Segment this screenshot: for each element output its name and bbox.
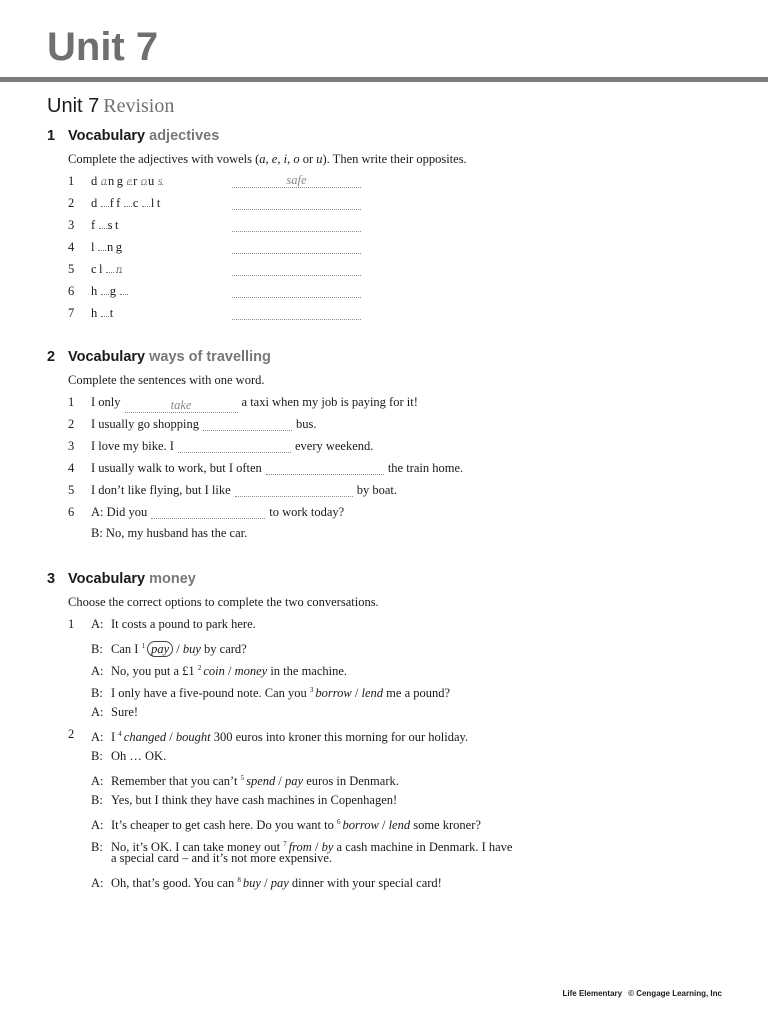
instruction-vowel: a — [259, 152, 266, 166]
sentence-start: I usually walk to work, but I often — [91, 461, 262, 475]
sentence — [91, 504, 344, 520]
instruction-text: ). Then write their opposites. — [322, 152, 467, 166]
section-number: 2 — [47, 349, 56, 365]
item-number: 2 — [68, 417, 75, 431]
footer — [563, 989, 723, 998]
option-b[interactable]: pay — [270, 876, 289, 890]
dialogue-text: euros in Denmark. — [306, 774, 399, 788]
header-rule — [0, 77, 768, 82]
item-number: 6 — [68, 284, 75, 298]
vowel-gap[interactable] — [142, 195, 150, 207]
footer-copyright: © Cengage Learning, Inc — [628, 989, 722, 998]
vowel-gap[interactable] — [140, 173, 147, 188]
gap-number: 3 — [309, 686, 314, 694]
instruction-text: , — [287, 152, 294, 166]
section-3-instruction: Choose the correct options to complete the two conversations. — [68, 595, 379, 609]
dialogue-text: dinner with your special card! — [291, 876, 442, 890]
sentence-end: bus. — [295, 417, 317, 431]
opposite-blank[interactable] — [232, 217, 361, 232]
speaker-label: B: — [91, 686, 103, 700]
revision-title — [47, 94, 174, 120]
gap-number: 1 — [141, 642, 146, 650]
vowel-gap[interactable] — [116, 261, 123, 276]
letters: f — [91, 218, 98, 232]
vowel-answer: o — [140, 174, 147, 188]
letters: ff — [109, 196, 123, 210]
vowel-gap[interactable] — [98, 239, 106, 251]
instruction-vowel: u — [316, 152, 323, 166]
vowel-gap[interactable] — [106, 261, 114, 273]
item-number: 1 — [68, 174, 75, 188]
section-number: 1 — [47, 128, 56, 144]
section-2-instruction: Complete the sentences with one word. — [68, 373, 265, 387]
section-topic: adjectives — [149, 128, 220, 144]
dialogue-continuation: a special card – and it’s not more expensive. — [111, 851, 333, 865]
instruction-vowel: o — [293, 152, 300, 166]
speaker-label: A: — [91, 617, 104, 631]
dialogue-text: a cash machine in Denmark. I have — [336, 840, 513, 854]
instruction-text: , — [265, 152, 272, 166]
unit-header: Unit 7 — [47, 25, 159, 69]
gap-number: 6 — [336, 818, 341, 826]
vowel-gap[interactable] — [100, 173, 107, 188]
speaker-label: A: — [91, 705, 104, 719]
option-a[interactable]: pay — [147, 641, 173, 657]
item-number: 5 — [68, 483, 75, 497]
dialogue-line: A: No, you put a £1 $^2$ coin / money in the machine. — [91, 664, 348, 678]
dialogue-text: I — [111, 730, 116, 744]
section-category: Vocabulary — [68, 571, 146, 587]
option-b[interactable]: pay — [285, 774, 304, 788]
dialogue-line: B: I only have a five-pound note. Can you $^3$ borrow / lend me a pound? — [91, 686, 451, 700]
dialogue-text: It costs a pound to park here. — [111, 617, 256, 631]
word-blank[interactable]: take — [125, 398, 238, 413]
vowel-gap[interactable] — [120, 283, 128, 295]
word-blank[interactable] — [151, 504, 265, 519]
vowel-gap[interactable] — [101, 195, 109, 207]
vowel-gap[interactable] — [101, 305, 109, 317]
speaker-label: B: — [91, 793, 103, 807]
word-blank[interactable] — [266, 460, 384, 475]
option-a[interactable]: borrow — [315, 686, 352, 700]
section-category: Vocabulary — [68, 128, 146, 144]
item-number: 1 — [68, 395, 75, 409]
gap-number: 8 — [237, 876, 241, 884]
sentence-end: every weekend. — [294, 439, 374, 453]
sentence-start: I don’t like flying, but I like — [91, 483, 231, 497]
item-number: 7 — [68, 306, 75, 320]
option-a[interactable]: changed — [123, 730, 167, 744]
letters: d — [91, 196, 100, 210]
dialogue-text: No, it’s OK. I can take money out — [111, 840, 281, 854]
dialogue-line — [91, 748, 166, 764]
dialogue-text: 300 euros into kroner this morning for our holiday. — [213, 730, 469, 744]
instruction-text: Complete the adjectives with vowels ( — [68, 152, 260, 166]
sentence-start: I love my bike. I — [91, 439, 174, 453]
gap-number: 5 — [240, 774, 245, 782]
adjective-word — [91, 173, 164, 189]
letters: t — [109, 306, 116, 320]
vowel-answer: n — [116, 262, 123, 276]
letters: g — [109, 284, 119, 298]
dialogue-text: in the machine. — [270, 664, 348, 678]
item-number: 3 — [68, 439, 75, 453]
dialogue-text: Sure! — [111, 705, 139, 719]
sentence — [91, 460, 463, 476]
item-number: 3 — [68, 218, 75, 232]
conversation-number: 2 — [68, 727, 75, 741]
option-b[interactable]: lend — [388, 818, 411, 832]
dialogue-text: I only have a five-pound note. Can you — [111, 686, 307, 700]
sentence-end: a taxi when my job is paying for it! — [241, 395, 418, 409]
sentence-end: to work today? — [269, 505, 345, 519]
option-a[interactable]: from — [288, 840, 312, 854]
speaker-label: B: — [91, 642, 103, 656]
dialogue-line — [91, 704, 138, 720]
speaker-label: A: — [91, 876, 104, 890]
adjective-word — [91, 305, 116, 321]
word-blank[interactable] — [235, 482, 353, 497]
instruction-vowel: i — [283, 152, 288, 166]
item-number: 4 — [68, 461, 75, 475]
dialogue-text: by card? — [204, 642, 247, 656]
sentence — [91, 438, 373, 454]
letters: lt — [150, 196, 163, 210]
letters: d — [91, 174, 100, 188]
item-number: 2 — [68, 196, 75, 210]
adjective-word — [91, 195, 163, 211]
vowel-gap[interactable] — [126, 173, 133, 188]
gap-number: 2 — [197, 664, 202, 672]
dialogue-text: No, you put a £1 — [111, 664, 195, 678]
adjective-word — [91, 217, 121, 233]
option-b[interactable]: bought — [175, 730, 211, 744]
letters: ng — [106, 240, 125, 254]
sentence — [91, 482, 397, 498]
dialogue-text: Yes, but I think they have cash machines in Copenhagen! — [111, 793, 398, 807]
sentence-end: the train home. — [387, 461, 464, 475]
section-2-heading — [47, 348, 271, 366]
instruction-text: or — [299, 152, 317, 166]
option-b[interactable]: lend — [361, 686, 384, 700]
letters: c — [132, 196, 141, 210]
dialogue-line: A: It’s cheaper to get cash here. Do you want to $^6$ borrow / lend some kroner? — [91, 818, 481, 832]
section-category: Vocabulary — [68, 349, 146, 365]
section-topic: money — [149, 571, 196, 587]
dialogue-line: A: Remember that you can’t $^5$ spend / pay euros in Denmark. — [91, 774, 399, 788]
opposite-blank[interactable] — [232, 283, 361, 298]
dialogue-text: It’s cheaper to get cash here. Do you want to — [111, 818, 334, 832]
item-number: 6 — [68, 505, 75, 519]
sentence-start: I only — [91, 395, 121, 409]
dialogue-text: some kroner? — [413, 818, 481, 832]
speaker-label: B: — [91, 840, 103, 854]
sentence-start: A: Did you — [91, 505, 148, 519]
adjective-word — [91, 283, 129, 299]
speaker-label: A: — [91, 664, 104, 678]
dialogue-text: Oh … OK. — [111, 749, 167, 763]
speaker-label: A: — [91, 818, 104, 832]
opposite-blank[interactable] — [232, 195, 361, 210]
letters: h — [91, 306, 100, 320]
item-number: 5 — [68, 262, 75, 276]
sentence — [91, 416, 316, 432]
letters: cl — [91, 262, 106, 276]
opposite-blank[interactable] — [232, 305, 361, 320]
vowel-gap[interactable] — [101, 283, 109, 295]
dialogue-line: A: I $^4$ changed / bought 300 euros into kroner this morning for our holiday. — [91, 730, 469, 744]
option-a[interactable]: coin — [203, 664, 225, 678]
section-1-instruction — [68, 151, 467, 167]
dialogue-text: me a pound? — [386, 686, 451, 700]
item-number: 4 — [68, 240, 75, 254]
speaker-label: A: — [91, 730, 104, 744]
section-1-heading — [47, 127, 219, 145]
dialogue-line: A: Oh, that’s good. You can $^8$ buy / pay dinner with your special card! — [91, 876, 442, 890]
dialogue-text: Remember that you can’t — [111, 774, 238, 788]
option-b[interactable]: money — [234, 664, 268, 678]
dialogue-line: B: No, it’s OK. I can take money out $^7$ from / by a cash machine in Denmark. I have — [91, 840, 513, 854]
footer-book: Life Elementary — [562, 989, 623, 998]
letters: l — [91, 240, 97, 254]
letters: h — [91, 284, 100, 298]
opposite-blank[interactable] — [232, 261, 361, 276]
sentence — [91, 394, 418, 413]
word-blank[interactable] — [203, 416, 292, 431]
adjective-word — [91, 239, 124, 255]
vowel-answer: a — [100, 174, 107, 188]
section-3-heading — [47, 570, 196, 588]
option-b[interactable]: by — [321, 840, 334, 854]
dialogue-text: Oh, that’s good. You can — [111, 876, 235, 890]
vowel-gap[interactable] — [157, 173, 163, 188]
speaker-label: B: — [91, 749, 103, 763]
conversation-number: 1 — [68, 617, 75, 631]
vowel-gap[interactable] — [99, 217, 107, 229]
dialogue-text: Can I — [111, 642, 139, 656]
option-a[interactable]: buy — [242, 876, 261, 890]
section-topic: ways of travelling — [149, 349, 271, 365]
sentence-start: I usually go shopping — [91, 417, 199, 431]
vowel-answer: s — [157, 174, 163, 188]
vowel-gap[interactable] — [124, 195, 132, 207]
letters: u — [147, 174, 157, 188]
letters: r — [133, 174, 140, 188]
revision-unit: Unit 7 — [47, 95, 100, 117]
dialogue-line — [91, 792, 397, 808]
instruction-vowel: e — [271, 152, 278, 166]
dialogue-line: B: Can I $^1$ pay / buy by card? — [91, 642, 247, 656]
sentence-end: by boat. — [356, 483, 397, 497]
word-blank[interactable] — [178, 438, 291, 453]
instruction-text: , — [277, 152, 284, 166]
item-6-reply: B: No, my husband has the car. — [91, 526, 248, 540]
option-a[interactable]: spend — [246, 774, 276, 788]
option-a[interactable]: borrow — [342, 818, 379, 832]
letters: ng — [108, 174, 126, 188]
section-number: 3 — [47, 571, 56, 587]
vowel-answer: e — [126, 174, 133, 188]
option-b[interactable]: buy — [182, 642, 201, 656]
speaker-label: A: — [91, 774, 104, 788]
revision-word: Revision — [103, 95, 175, 117]
letters: st — [107, 218, 122, 232]
adjective-word — [91, 261, 123, 277]
opposite-blank[interactable]: safe — [232, 173, 361, 188]
opposite-blank[interactable] — [232, 239, 361, 254]
gap-number: 7 — [283, 840, 287, 848]
dialogue-line — [91, 616, 256, 632]
gap-number: 4 — [118, 730, 122, 738]
